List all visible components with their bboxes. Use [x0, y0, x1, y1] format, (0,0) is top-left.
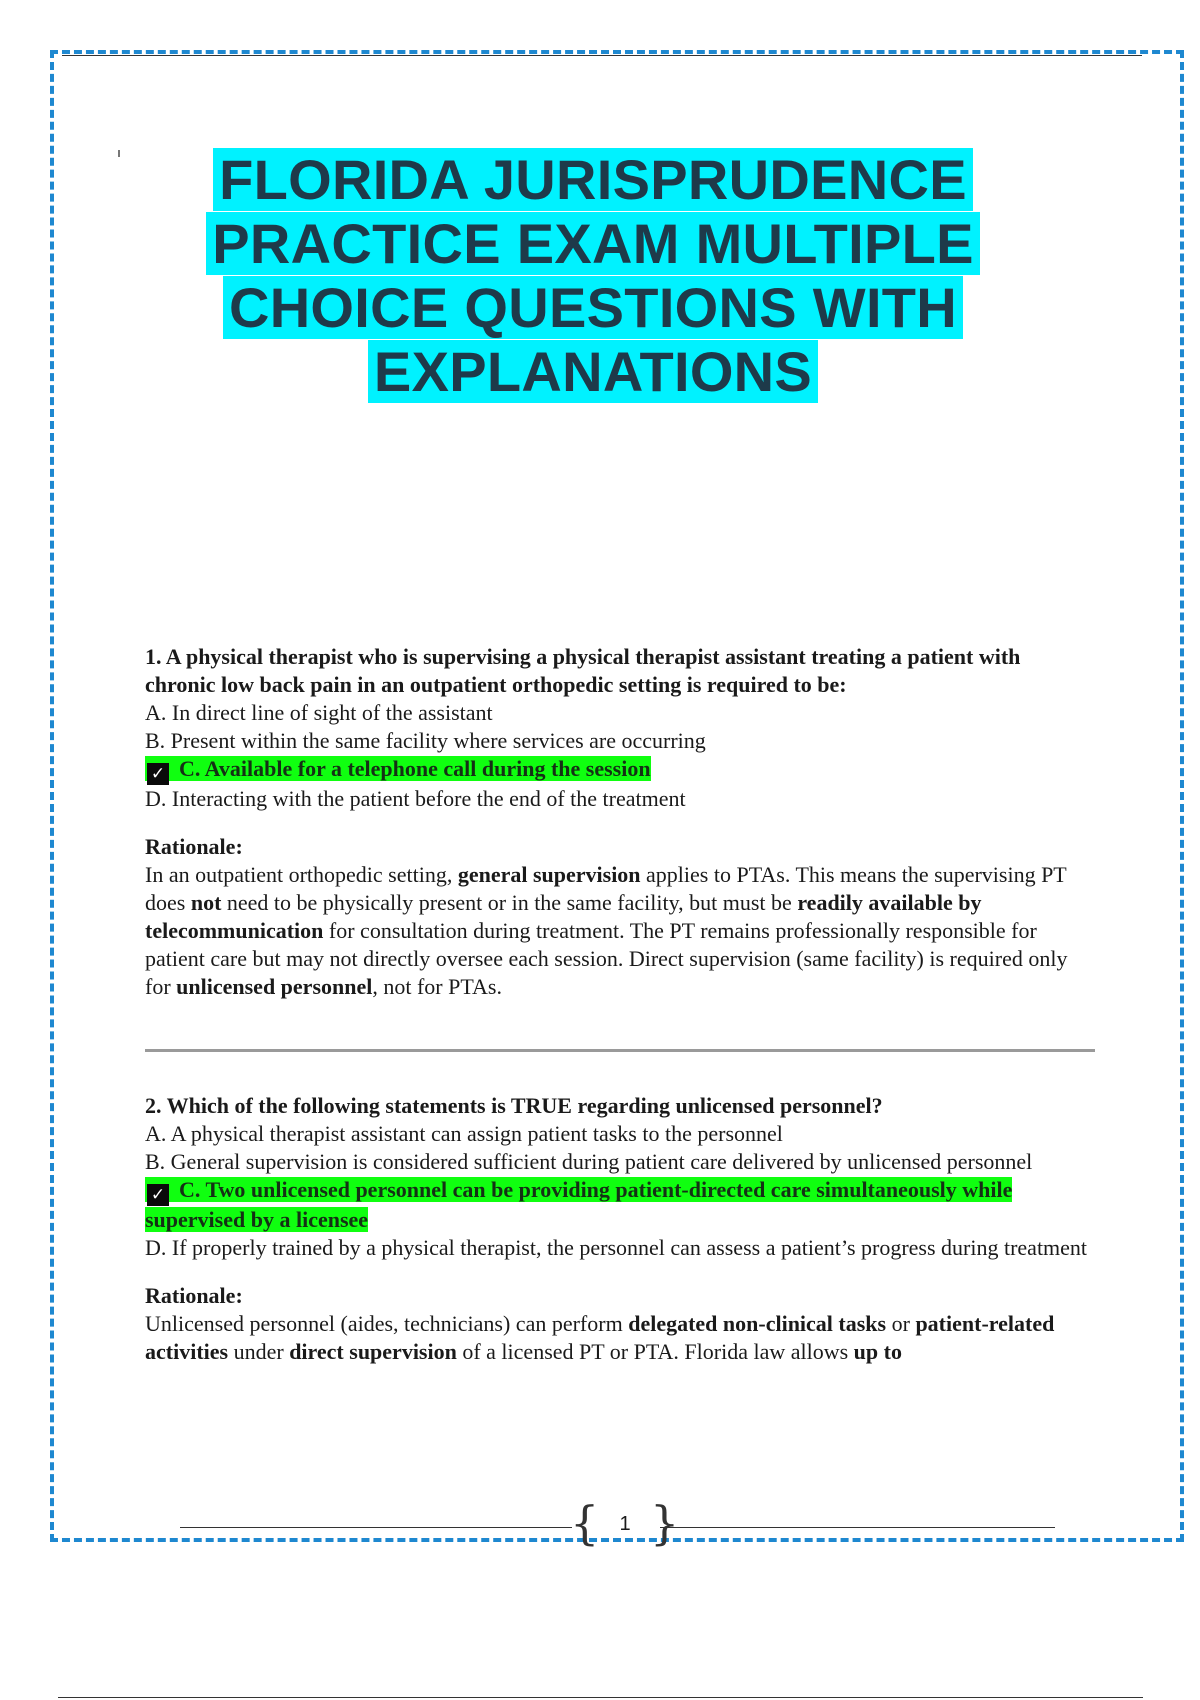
- option-b: B. General supervision is considered sufficient during patient care delivered by unlicensed personnel: [145, 1149, 1033, 1174]
- option-d: D. Interacting with the patient before the end of the treatment: [145, 786, 686, 811]
- answer-highlight: ✓ C. Available for a telephone call during the session: [145, 756, 651, 781]
- footer-line-left: [180, 1527, 572, 1528]
- rationale-heading: Rationale:: [145, 1283, 243, 1308]
- title-line: EXPLANATIONS: [150, 340, 1036, 404]
- title-line: FLORIDA JURISPRUDENCE: [150, 148, 1036, 212]
- page-footer: [180, 1496, 1055, 1550]
- section-divider: [145, 1049, 1095, 1052]
- question-stem: 2. Which of the following statements is TRUE regarding unlicensed personnel?: [145, 1093, 883, 1118]
- bottom-rule: [58, 1697, 1143, 1698]
- rationale-text: In an outpatient orthopedic setting, general supervision applies to PTAs. This means the supervising PT does not need to be physically present or in the same facility, but must be readily available by telecommunication for consultation during treatment. The PT remains professionally responsible for patient care but may not directly oversee each session. Direct supervision (same facility) is required only for unlicensed personnel, not for PTAs.: [145, 862, 1068, 999]
- rationale-heading: Rationale:: [145, 834, 243, 859]
- footer-line-right: [660, 1527, 1055, 1528]
- option-a: A. A physical therapist assistant can assign patient tasks to the personnel: [145, 1121, 783, 1146]
- check-icon: ✓: [147, 763, 169, 785]
- title-line: CHOICE QUESTIONS WITH: [150, 276, 1036, 340]
- option-d: D. If properly trained by a physical therapist, the personnel can assess a patient’s progress during treatment: [145, 1235, 1088, 1260]
- rationale: [145, 1282, 1095, 1366]
- answer-highlight: ✓ C. Two unlicensed personnel can be providing patient-directed care simultaneously while supervised by a licensee: [145, 1177, 1013, 1232]
- tick-mark: [118, 150, 120, 157]
- check-icon: ✓: [147, 1184, 169, 1206]
- left-brace-icon: {: [570, 1496, 600, 1550]
- rationale: [145, 833, 1095, 1001]
- top-rule: [62, 55, 1142, 56]
- question-1: [145, 643, 1095, 1001]
- question-stem: 1. A physical therapist who is supervising a physical therapist assistant treating a patient with chronic low back pain in an outpatient orthopedic setting is required to be:: [145, 644, 1021, 697]
- page-number: 1: [619, 1513, 631, 1535]
- document-title: [150, 148, 1036, 404]
- question-2: [145, 1092, 1095, 1366]
- option-a: A. In direct line of sight of the assistant: [145, 700, 493, 725]
- option-b: B. Present within the same facility where services are occurring: [145, 728, 706, 753]
- title-line: PRACTICE EXAM MULTIPLE: [150, 212, 1036, 276]
- option-c-correct: [145, 755, 1095, 785]
- right-brace-icon: }: [650, 1496, 680, 1550]
- questions-content: [145, 643, 1095, 1366]
- option-c-correct: [145, 1176, 1095, 1234]
- rationale-text: Unlicensed personnel (aides, technicians) can perform delegated non-clinical tasks or patient-related activities under direct supervision of a licensed PT or PTA. Florida law allows up to: [145, 1311, 1055, 1364]
